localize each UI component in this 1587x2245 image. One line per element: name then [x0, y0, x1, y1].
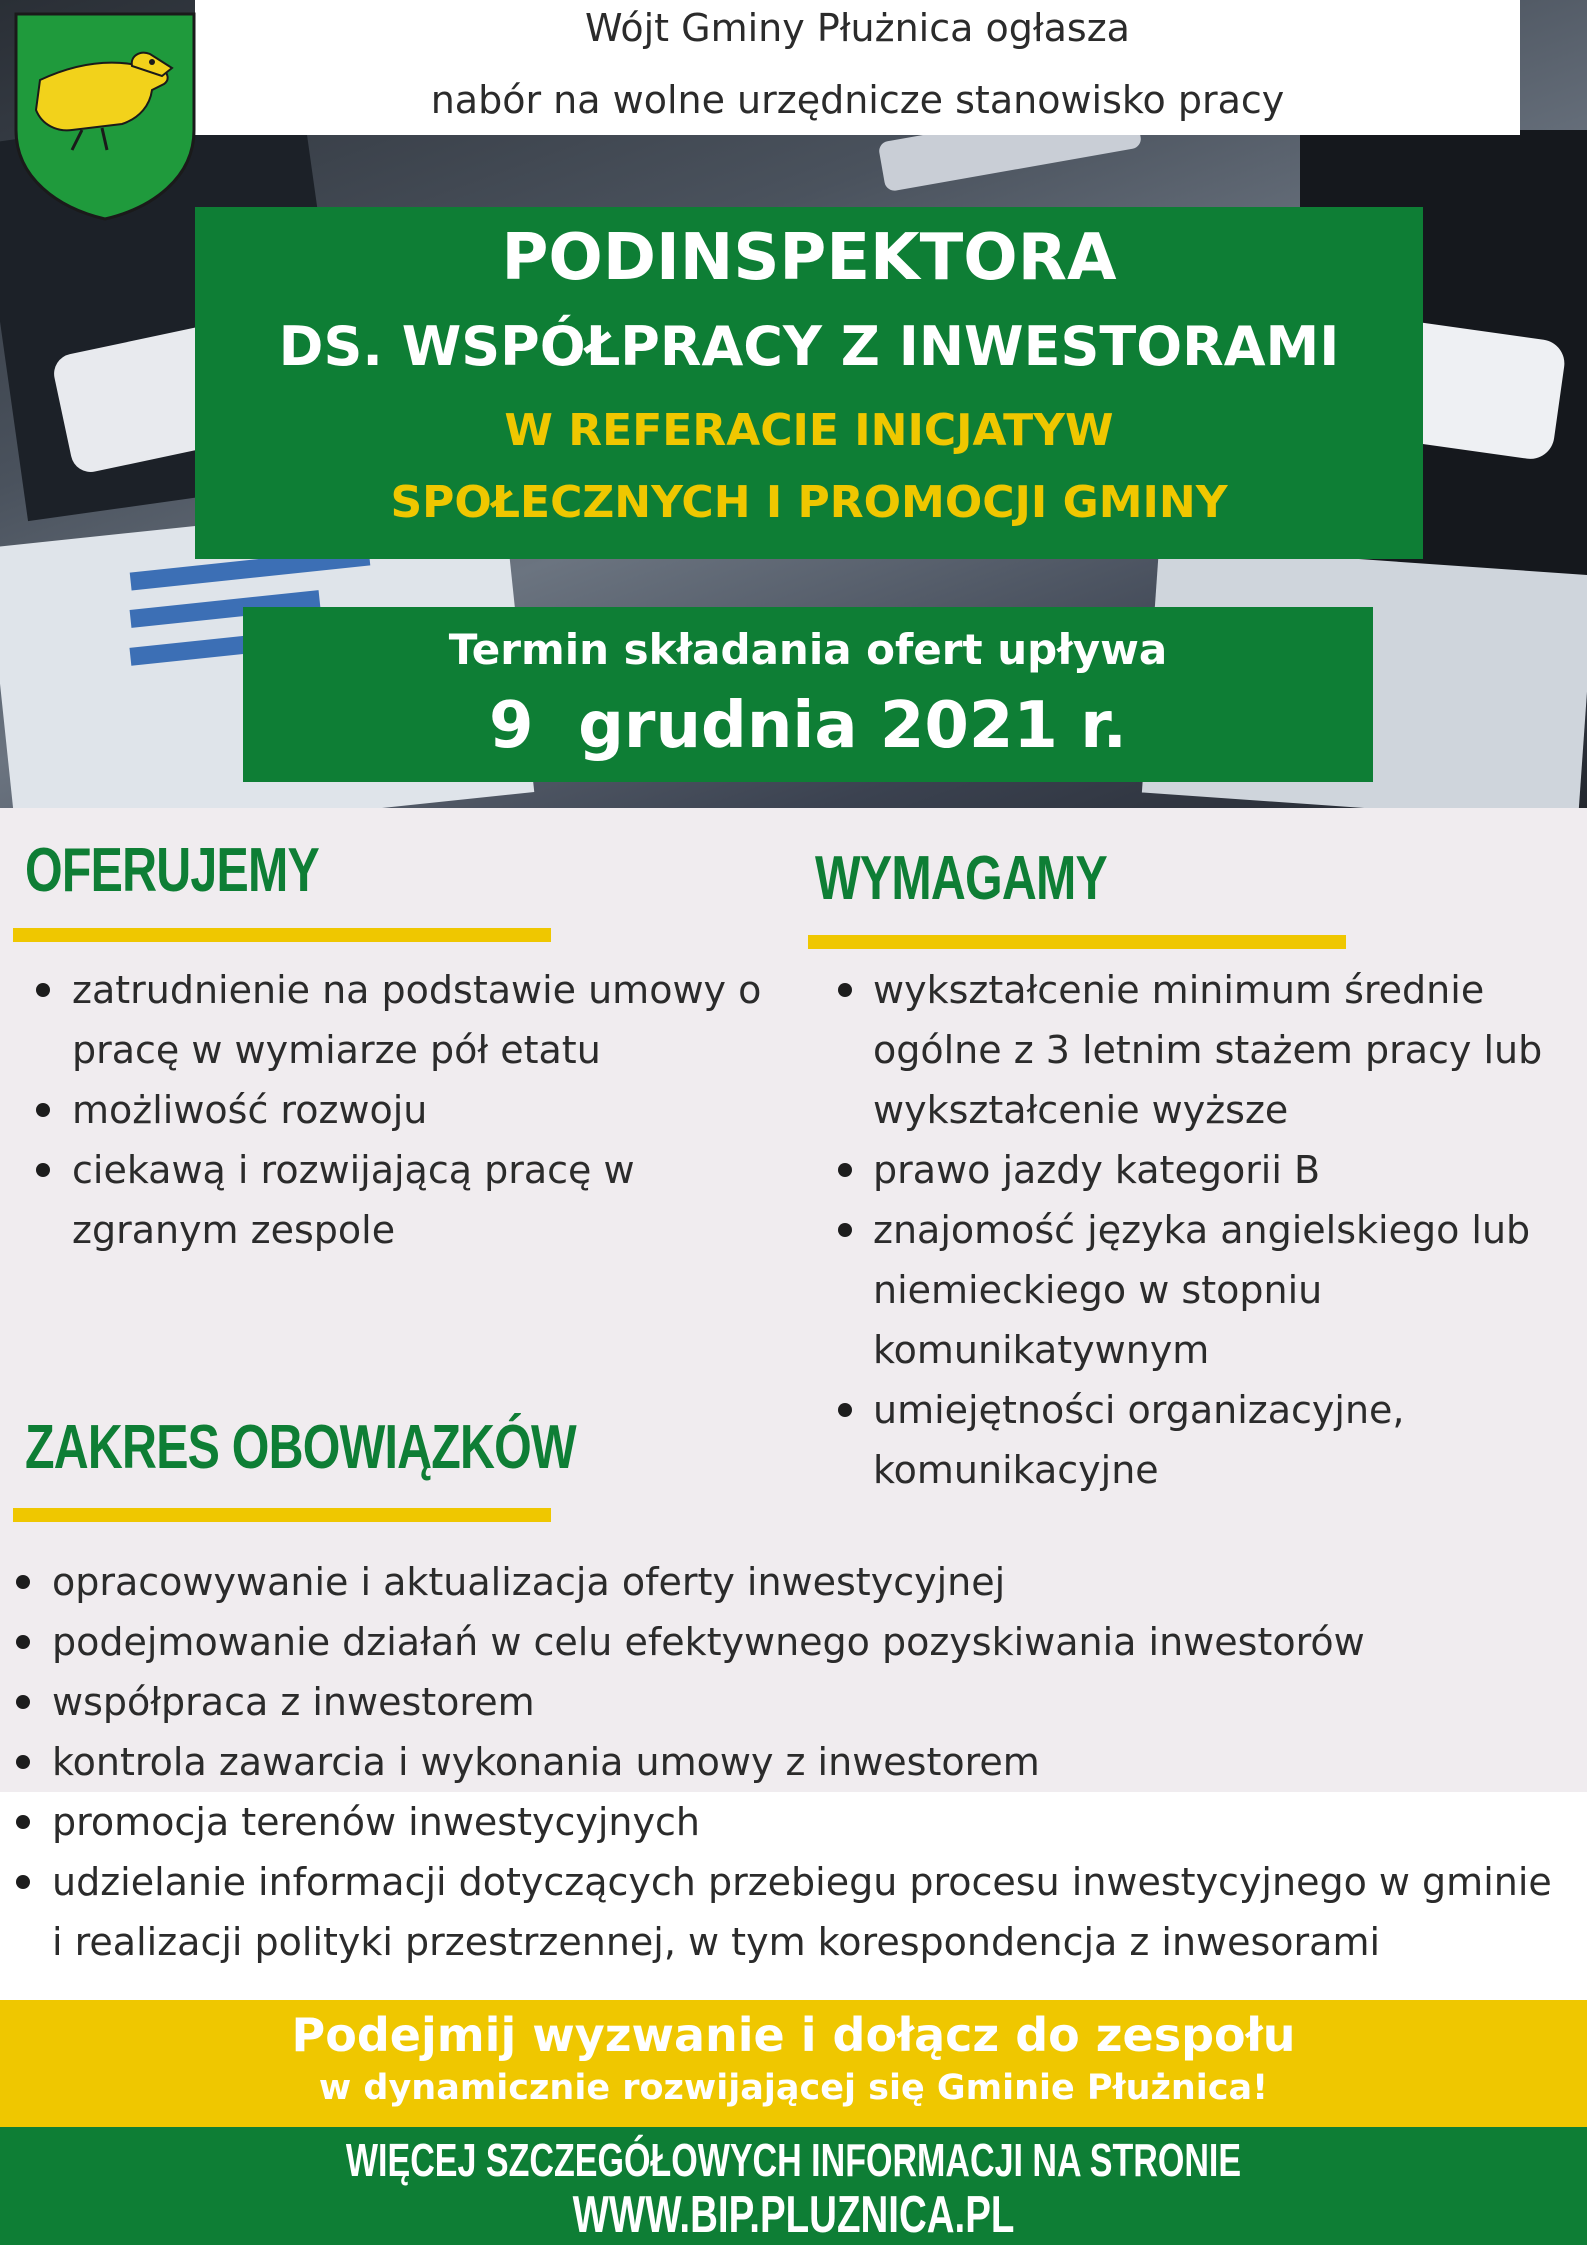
offer-item-text: ciekawą i rozwijającą pracę w [72, 1148, 635, 1192]
requirement-item-bullet [838, 983, 852, 997]
call-to-action-band [0, 2000, 1587, 2127]
offer-item-text: możliwość rozwoju [72, 1088, 428, 1132]
duty-item-text: współpraca z inwestorem [52, 1680, 535, 1724]
requirement-item-text: niemieckiego w stopniu [873, 1268, 1323, 1312]
requirement-item-text: wykształcenie wyższe [873, 1088, 1289, 1132]
cta-line-1: Podejmij wyzwanie i dołącz do zespołu [291, 2008, 1296, 2062]
requirement-item-text: umiejętności organizacyjne, [873, 1388, 1405, 1432]
duty-item-text: kontrola zawarcia i wykonania umowy z inwestorem [52, 1740, 1040, 1784]
position-title-box [195, 207, 1423, 559]
offer-item-bullet [36, 983, 50, 997]
footer-website-link[interactable]: WWW.BIP.PLUZNICA.PL [572, 2186, 1015, 2244]
duty-item-bullet [16, 1755, 30, 1769]
requirement-item-text: ogólne z 3 letnim stażem pracy lub [873, 1028, 1543, 1072]
offer-item-bullet [36, 1103, 50, 1117]
duty-item-text: i realizacji polityki przestrzennej, w tym korespondencja z inwesorami [52, 1920, 1381, 1964]
footer-band [0, 2127, 1587, 2245]
cta-line-2: w dynamicznie rozwijającej się Gminie Płużnica! [318, 2068, 1269, 2108]
header-line-2: nabór na wolne urzędnicze stanowisko pracy [430, 78, 1285, 122]
duty-item-bullet [16, 1875, 30, 1889]
requirement-item-text: komunikatywnym [873, 1328, 1210, 1372]
requirement-item-text: prawo jazdy kategorii B [873, 1148, 1321, 1192]
offer-item-text: pracę w wymiarze pół etatu [72, 1028, 601, 1072]
requirement-item-bullet [838, 1223, 852, 1237]
deadline-date: 9 grudnia 2021 r. [489, 689, 1127, 763]
deadline-box [243, 607, 1373, 782]
department-line-1: W REFERACIE INICJATYW [504, 405, 1114, 456]
offer-item-bullet [36, 1163, 50, 1177]
offer-item-text: zatrudnienie na podstawie umowy o [72, 968, 762, 1012]
requirement-item-text: znajomość języka angielskiego lub [873, 1208, 1531, 1252]
duty-item-bullet [16, 1575, 30, 1589]
offer-underline [13, 928, 551, 942]
position-title-1: PODINSPEKTORA [501, 221, 1117, 295]
deadline-label: Termin składania ofert upływa [448, 625, 1168, 674]
footer-info-line: WIĘCEJ SZCZEGÓŁOWYCH INFORMACJI NA STRONIE [345, 2134, 1242, 2186]
requirements-underline [808, 935, 1346, 949]
position-title-2: DS. WSPÓŁPRACY Z INWESTORAMI [278, 315, 1340, 378]
requirement-item-bullet [838, 1403, 852, 1417]
municipality-crest-logo [12, 10, 198, 223]
header-line-1: Wójt Gminy Płużnica ogłasza [585, 6, 1130, 50]
requirements-heading: WYMAGAMY [815, 844, 1107, 913]
duty-item-bullet [16, 1635, 30, 1649]
requirement-item-text: wykształcenie minimum średnie [873, 968, 1485, 1012]
announcement-header [195, 0, 1520, 135]
duty-item-text: opracowywanie i aktualizacja oferty inwestycyjnej [52, 1560, 1006, 1604]
duty-item-bullet [16, 1815, 30, 1829]
duty-item-text: promocja terenów inwestycyjnych [52, 1800, 700, 1844]
requirement-item-text: komunikacyjne [873, 1448, 1159, 1492]
offer-item-text: zgranym zespole [72, 1208, 396, 1252]
department-line-2: SPOŁECZNYCH I PROMOCJI GMINY [390, 477, 1228, 528]
duty-item-text: udzielanie informacji dotyczących przebiegu procesu inwestycyjnego w gminie [52, 1860, 1552, 1904]
requirement-item-bullet [838, 1163, 852, 1177]
duty-item-bullet [16, 1695, 30, 1709]
duties-underline [13, 1508, 551, 1522]
offer-heading: OFERUJEMY [25, 836, 319, 905]
duties-heading: ZAKRES OBOWIĄZKÓW [25, 1413, 576, 1482]
duty-item-text: podejmowanie działań w celu efektywnego pozyskiwania inwestorów [52, 1620, 1365, 1664]
